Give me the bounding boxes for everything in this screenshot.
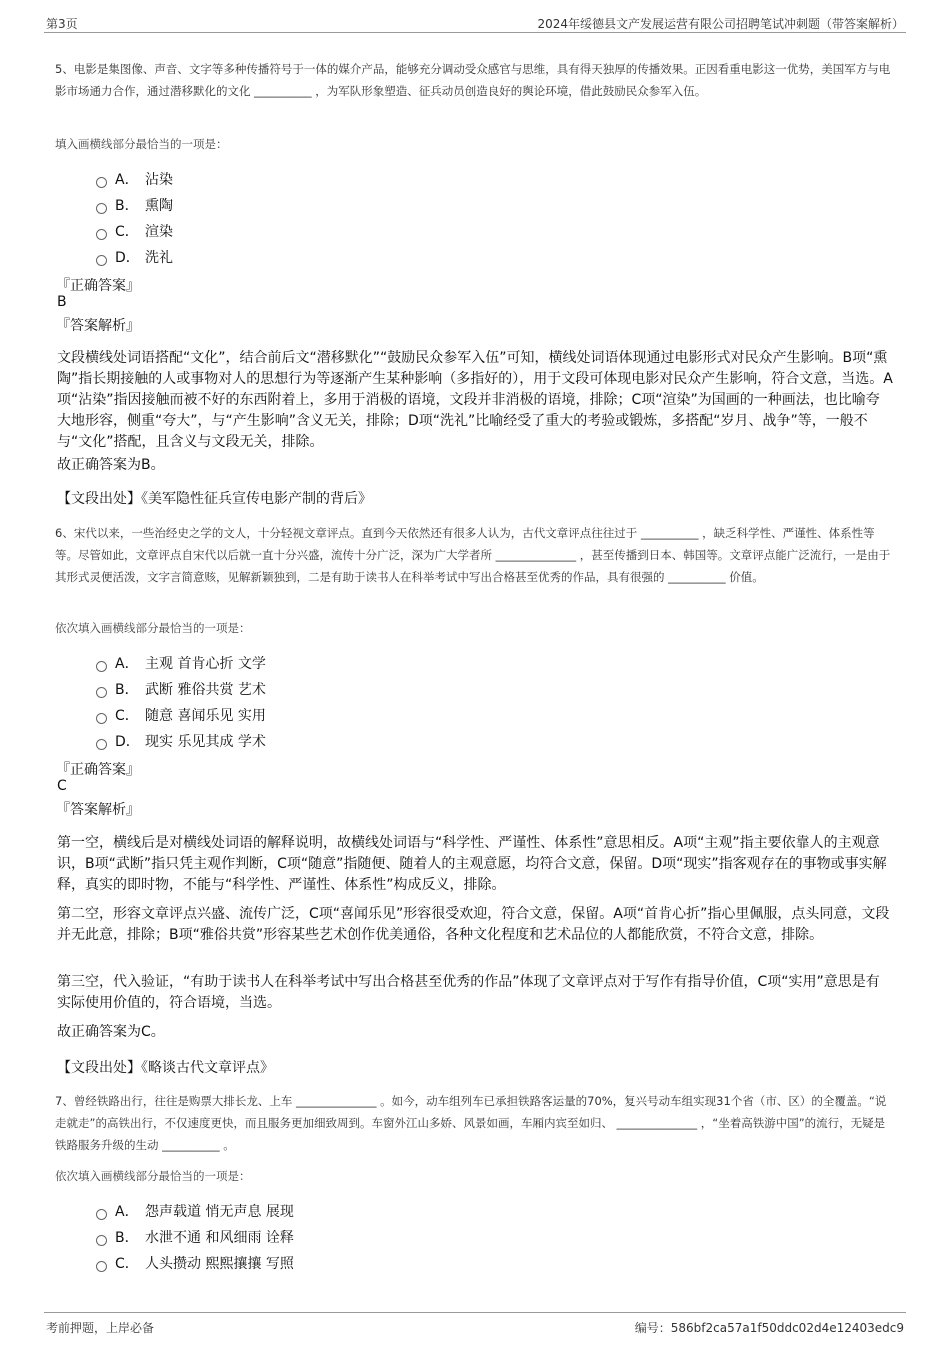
correct-answer-value: C <box>57 778 67 794</box>
radio-icon[interactable] <box>96 687 107 698</box>
option-b[interactable]: B． 水泄不通 和风细雨 诠释 <box>96 1224 294 1250</box>
option-c[interactable]: C． 人头攒动 熙熙攘攘 写照 <box>96 1250 294 1276</box>
document-code: 编号：586bf2ca57a1f50ddc02d4e12403edc9 <box>634 1321 904 1335</box>
page-header <box>44 14 906 33</box>
radio-icon[interactable] <box>96 1261 107 1272</box>
radio-icon[interactable] <box>96 229 107 240</box>
document-title: 2024年绥德县文产发展运营有限公司招聘笔试冲刺题（带答案解析） <box>537 17 904 31</box>
page-number: 第3页 <box>46 17 78 31</box>
question-7-stem: 7、曾经铁路出行，往往是购票大排长龙、上车 ______________ 。如今，动车组列车已承担铁路客运量的70%，复兴号动车组实现31个省（市、区）的全覆盖。“说走就走”的高铁出行，不仅速度更快，而且服务更加细致周到。车窗外江山多娇、风景如画，车厢内宾至如归、 ______________ ，“坐着高铁游中国”的流行，无疑是铁路服务升级的生动 __________ 。 <box>55 1094 887 1152</box>
question-5-options <box>96 166 173 270</box>
question-7-options <box>96 1198 294 1276</box>
option-d[interactable]: D． 现实 乐见其成 学术 <box>96 728 266 754</box>
question-6-stem: 6、宋代以来，一些治经史之学的文人，十分轻视文章评点。直到今天依然还有很多人认为，古代文章评点往往过于 __________ ，缺乏科学性、严谨性、体系性等等。尽管如此，文章评点自宋代以后就一直十分兴盛，流传十分广泛，深为广大学者所 ______________ ，甚至传播到日本、韩国等。文章评点能广泛流行，一是由于其形式灵便活泼，文字言简意赅，见解新颖独到，二是有助于读书人在科举考试中写出合格甚至优秀的作品，具有很强的 __________ 价值。 <box>55 526 891 584</box>
question-6-prompt: 依次填入画横线部分最恰当的一项是： <box>55 621 251 635</box>
option-c[interactable]: C． 渲染 <box>96 218 173 244</box>
analysis-paragraph: 第二空，形容文章评点兴盛、流传广泛，C项“喜闻乐见”形容很受欢迎，符合文意，保留。A项“首肯心折”指心里佩服，点头同意，文段并无此意，排除；B项“雅俗共赏”形容某些艺术创作优美通俗，各种文化程度和艺术品位的人都能欣赏，不符合文意，排除。 <box>57 906 890 943</box>
option-a[interactable]: A． 怨声载道 悄无声息 展现 <box>96 1198 294 1224</box>
radio-icon[interactable] <box>96 713 107 724</box>
analysis-label: 『答案解析』 <box>56 318 140 334</box>
radio-icon[interactable] <box>96 661 107 672</box>
question-5-prompt: 填入画横线部分最恰当的一项是： <box>55 137 228 151</box>
option-c[interactable]: C． 随意 喜闻乐见 实用 <box>96 702 266 728</box>
option-a[interactable]: A． 沾染 <box>96 166 173 192</box>
option-d[interactable]: D． 洗礼 <box>96 244 173 270</box>
analysis-conclusion: 故正确答案为C。 <box>57 1024 165 1040</box>
correct-answer-value: B <box>57 294 67 310</box>
question-5-stem: 5、电影是集图像、声音、文字等多种传播符号于一体的媒介产品，能够充分调动受众感官与思维，具有得天独厚的传播效果。正因看重电影这一优势，美国军方与电影市场通力合作，通过潜移默化的文化 __________ ，为军队形象塑造、征兵动员创造良好的舆论环境，借此鼓励民众参军入伍。 <box>55 62 891 98</box>
radio-icon[interactable] <box>96 739 107 750</box>
analysis-paragraph: 第三空，代入验证，“有助于读书人在科举考试中写出合格甚至优秀的作品”体现了文章评点对于写作有指导价值，C项“实用”意思是有实际使用价值的，符合语境，当选。 <box>57 974 880 1011</box>
footer-slogan: 考前押题，上岸必备 <box>46 1321 155 1335</box>
passage-source: 【文段出处】《美军隐性征兵宣传电影产制的背后》 <box>57 491 372 507</box>
passage-source: 【文段出处】《略谈古代文章评点》 <box>57 1060 274 1076</box>
analysis-conclusion: 故正确答案为B。 <box>57 457 165 473</box>
analysis-paragraph: 第一空，横线后是对横线处词语的解释说明，故横线处词语与“科学性、严谨性、体系性”意思相反。A项“主观”指主要依靠人的主观意识，B项“武断”指只凭主观作判断，C项“随意”指随便、随着人的主观意愿，均符合文意，保留。D项“现实”指客观存在的事物或事实解释，真实的即时物，不能与“科学性、严谨性、体系性”构成反义，排除。 <box>57 835 887 893</box>
question-7-prompt: 依次填入画横线部分最恰当的一项是： <box>55 1169 251 1183</box>
page-footer <box>44 1312 906 1335</box>
radio-icon[interactable] <box>96 203 107 214</box>
option-a[interactable]: A． 主观 首肯心折 文学 <box>96 650 266 676</box>
correct-answer-label: 『正确答案』 <box>56 762 140 778</box>
analysis-paragraph: 文段横线处词语搭配“文化”，结合前后文“潜移默化”“鼓励民众参军入伍”可知，横线处词语体现通过电影形式对民众产生影响。B项“熏陶”指长期接触的人或事物对人的思想行为等逐渐产生某种影响（多指好的），用于文段可体现电影对民众产生影响，符合文意，当选。A项“沾染”指因接触而被不好的东西附着上，多用于消极的语境，文段并非消极的语境，排除；C项“渲染”为国画的一种画法，也比喻夸大地形容，侧重“夸大”，与“产生影响”含义无关，排除；D项“洗礼”比喻经受了重大的考验或锻炼，多搭配“岁月、战争”等，一般不与“文化”搭配，且含义与文段无关，排除。 <box>57 350 893 450</box>
radio-icon[interactable] <box>96 1235 107 1246</box>
analysis-label: 『答案解析』 <box>56 802 140 818</box>
question-6-options <box>96 650 266 754</box>
correct-answer-label: 『正确答案』 <box>56 278 140 294</box>
radio-icon[interactable] <box>96 177 107 188</box>
radio-icon[interactable] <box>96 1209 107 1220</box>
radio-icon[interactable] <box>96 255 107 266</box>
option-b[interactable]: B． 熏陶 <box>96 192 173 218</box>
option-b[interactable]: B． 武断 雅俗共赏 艺术 <box>96 676 266 702</box>
